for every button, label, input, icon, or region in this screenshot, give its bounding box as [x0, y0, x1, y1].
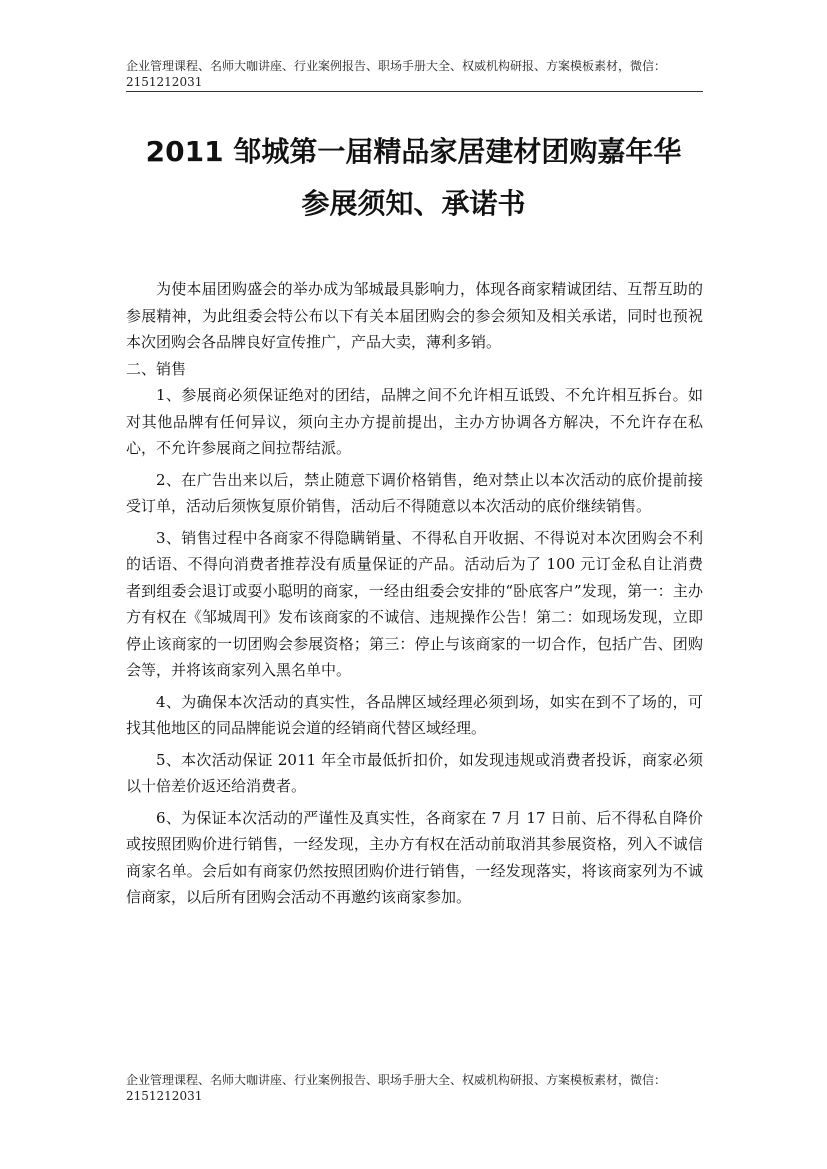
- document-body: [126, 276, 703, 911]
- intro-paragraph: 为使本届团购盛会的举办成为邹城最具影响力，体现各商家精诚团结、互帮互助的参展精神，为此组委会特公布以下有关本届团购会的参会须知及相关承诺，同时也预祝本次团购会各品牌良好宣传推广，产品大卖，薄利多销。: [126, 280, 703, 351]
- rule-item-6: 6、为保证本次活动的严谨性及真实性，各商家在 7 月 17 日前、后不得私自降价或按照团购价进行销售，一经发现，主办方有权在活动前取消其参展资格，列入不诚信商家名单。会后如有商家仍然按照团购价进行销售，一经发现落实，将该商家列为不诚信商家，以后所有团购会活动不再邀约该商家参加。: [126, 808, 703, 906]
- rule-item-3: 3、销售过程中各商家不得隐瞒销量、不得私自开收据、不得说对本次团购会不利的话语、不得向消费者推荐没有质量保证的产品。活动后为了 100 元订金私自让消费者到组委会退订或耍小聪明的商家，一经由组委会安排的“卧底客户”发现，第一：主办方有权在《邹城周刊》发布该商家的不诚信、违规操作公告！第二：如现场发现，立即停止该商家的一切团购会参展资格；第三：停止与该商家的一切合作，包括广告、团购会等，并将该商家列入黑名单中。: [126, 528, 703, 679]
- page-header: [126, 58, 703, 92]
- header-text: 企业管理课程、名师大咖讲座、行业案例报告、职场手册大全、权威机构研报、方案模板素材，微信：2151212031: [126, 59, 667, 89]
- page-footer: [126, 1072, 703, 1104]
- rule-item-2: 2、在广告出来以后，禁止随意下调价格销售，绝对禁止以本次活动的底价提前接受订单，活动后须恢复原价销售，活动后不得随意以本次活动的底价继续销售。: [126, 470, 703, 515]
- section-heading: 二、销售: [126, 359, 187, 378]
- document-title: 2011 邹城第一届精品家居建材团购嘉年华: [145, 135, 682, 168]
- rule-item-5: 5、本次活动保证 2011 年全市最低折扣价，如发现违规或消费者投诉，商家必须以十倍差价返还给消费者。: [126, 750, 703, 795]
- rule-item-1: 1、参展商必须保证绝对的团结，品牌之间不允许相互诋毁、不允许相互拆台。如对其他品牌有任何异议，须向主办方提前提出，主办方协调各方解决，不允许存在私心，不允许参展商之间拉帮结派。: [126, 386, 703, 457]
- footer-text: 企业管理课程、名师大咖讲座、行业案例报告、职场手册大全、权威机构研报、方案模板素材，微信：2151212031: [126, 1073, 667, 1103]
- document-subtitle: 参展须知、承诺书: [301, 187, 526, 220]
- rule-item-4: 4、为确保本次活动的真实性，各品牌区域经理必须到场，如实在到不了场的，可找其他地区的同品牌能说会道的经销商代替区域经理。: [126, 692, 703, 737]
